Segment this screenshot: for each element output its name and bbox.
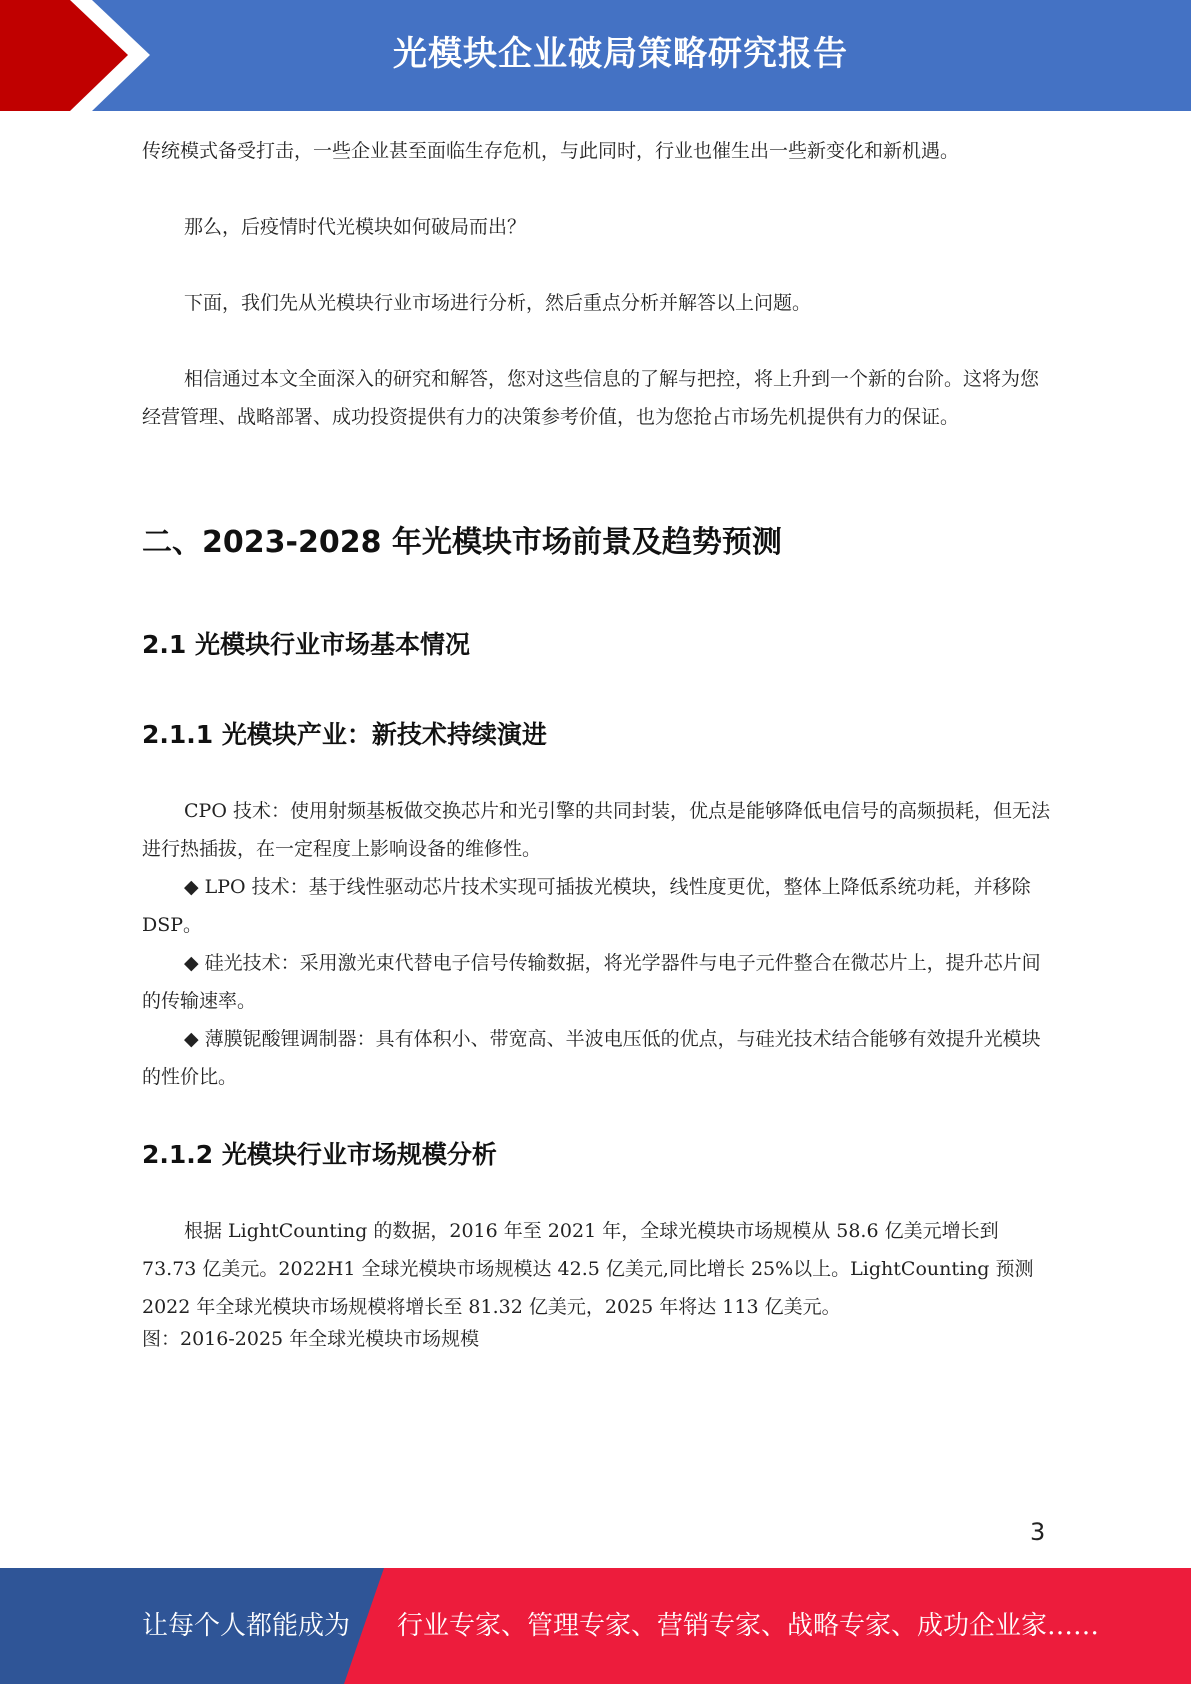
paragraph-lithium-niobate: ◆ 薄膜铌酸锂调制器：具有体积小、带宽高、半波电压低的优点，与硅光技术结合能够有效提升光模块的性价比。	[142, 1028, 1041, 1088]
paragraph-cpo: CPO 技术：使用射频基板做交换芯片和光引擎的共同封装，优点是能够降低电信号的高频损耗，但无法进行热插拔，在一定程度上影响设备的维修性。	[142, 800, 1050, 860]
paragraph-silicon-photonics: ◆ 硅光技术：采用激光束代替电子信号传输数据，将光学器件与电子元件整合在微芯片上，提升芯片间的传输速率。	[142, 952, 1041, 1012]
subsection-heading-2-1-1: 2.1.1 光模块产业：新技术持续演进	[142, 720, 547, 749]
page-header	[0, 0, 1191, 111]
page-footer	[0, 1568, 1191, 1684]
subsection-heading-2-1-2: 2.1.2 光模块行业市场规模分析	[142, 1140, 497, 1169]
paragraph-market-size: 根据 LightCounting 的数据，2016 年至 2021 年，全球光模块市场规模从 58.6 亿美元增长到 73.73 亿美元。2022H1 全球光模块市场规模达 42.5 亿美元,同比增长 25%以上。LightCounting 预测 2022 年全球光模块市场规模将增长至 81.32 亿美元，2025 年将达 113 亿美元。	[142, 1220, 1034, 1318]
page-number: 3	[1030, 1518, 1046, 1546]
paragraph-outline: 下面，我们先从光模块行业市场进行分析，然后重点分析并解答以上问题。	[184, 292, 812, 314]
footer-slogan-right: 行业专家、管理专家、营销专家、战略专家、成功企业家……	[397, 1611, 1100, 1641]
footer-slogan-left: 让每个人都能成为	[142, 1611, 351, 1641]
figure-caption: 图：2016-2025 年全球光模块市场规模	[142, 1328, 480, 1350]
paragraph-lpo: ◆ LPO 技术：基于线性驱动芯片技术实现可插拔光模块，线性度更优，整体上降低系统功耗，并移除 DSP。	[142, 876, 1031, 936]
subsection-heading-2-1: 2.1 光模块行业市场基本情况	[142, 630, 470, 659]
paragraph-value-statement: 相信通过本文全面深入的研究和解答，您对这些信息的了解与把控，将上升到一个新的台阶。这将为您经营管理、战略部署、成功投资提供有力的决策参考价值，也为您抢占市场先机提供有力的保证。	[142, 368, 1040, 428]
paragraph-question: 那么，后疫情时代光模块如何破局而出？	[184, 216, 527, 238]
header-title: 光模块企业破局策略研究报告	[393, 34, 848, 74]
section-heading-2: 二、2023-2028 年光模块市场前景及趋势预测	[142, 525, 782, 560]
paragraph-intro-continued: 传统模式备受打击，一些企业甚至面临生存危机，与此同时，行业也催生出一些新变化和新机遇。	[142, 140, 960, 162]
